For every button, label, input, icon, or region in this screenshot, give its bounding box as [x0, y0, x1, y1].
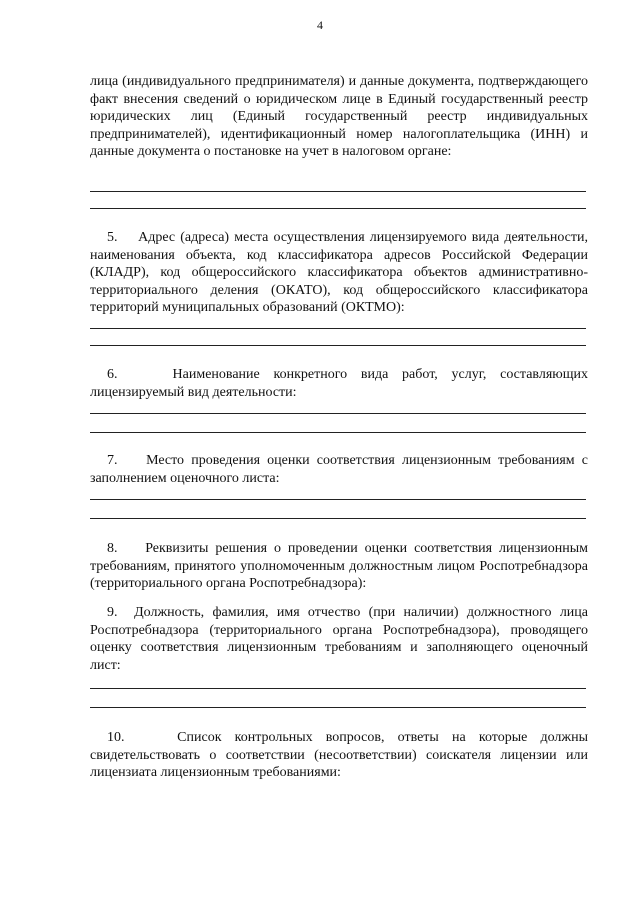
answer-line	[90, 191, 586, 192]
answer-line	[90, 688, 586, 689]
paragraph-9: 9. Должность, фамилия, имя отчество (при наличии) должностного лица Роспотребнадзора (территориального органа Роспотребнадзора), проводящего оценку соответствия лицензионным требованиям и заполняющего оценочный лист:	[90, 605, 588, 673]
answer-line	[90, 499, 586, 500]
answer-line	[90, 432, 586, 433]
paragraph-8: 8. Реквизиты решения о проведении оценки соответствия лицензионным требованиям, принятого уполномоченным должностным лицом Роспотребнадзора (территориального органа Роспотребнадзора):	[90, 541, 588, 591]
answer-line	[90, 413, 586, 414]
paragraph-10: 10. Список контрольных вопросов, ответы на которые должны свидетельствовать о соответствии (несоответствии) соискателя лицензии или лицензиата лицензионным требованиями:	[90, 730, 588, 780]
answer-line	[90, 345, 586, 346]
paragraph-6: 6. Наименование конкретного вида работ, услуг, составляющих лицензируемый вид деятельности:	[90, 367, 588, 400]
paragraph-5: 5. Адрес (адреса) места осуществления лицензируемого вида деятельности, наименования объекта, код классификатора адресов Российской Федерации (КЛАДР), код общероссийского классификатора объектов административно-территориального деления (ОКАТО), код общероссийского классификатора территорий муниципальных образований (ОКТМО):	[90, 230, 588, 315]
answer-line	[90, 208, 586, 209]
answer-line	[90, 518, 586, 519]
paragraph-7: 7. Место проведения оценки соответствия лицензионным требованиям с заполнением оценочного листа:	[90, 453, 588, 486]
paragraph-4-continued: лица (индивидуального предпринимателя) и данные документа, подтверждающего факт внесения сведений о юридическом лице в Единый государственный реестр юридических лиц (Единый государственный реестр индивидуальных предпринимателей), идентификационный номер налогоплательщика (ИНН) и данные документа о постановке на учет в налоговом органе:	[90, 74, 588, 159]
page-number: 4	[317, 18, 323, 32]
answer-line	[90, 707, 586, 708]
answer-line	[90, 328, 586, 329]
